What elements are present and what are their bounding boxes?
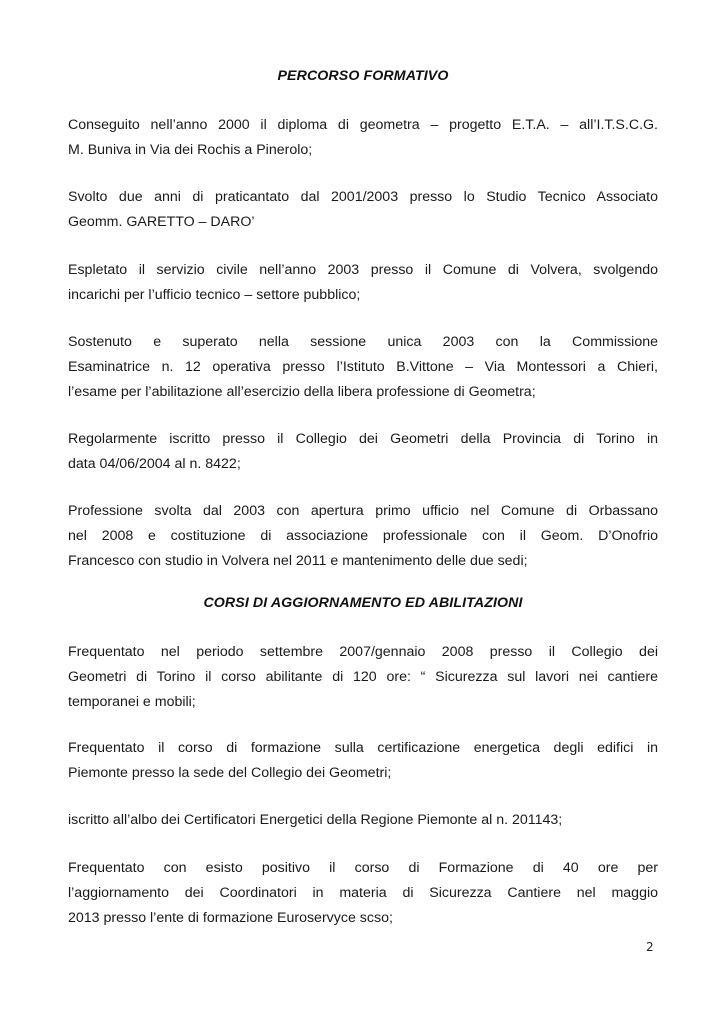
paragraph-line: Conseguito nell’anno 2000 il diploma di geometra – progetto E.T.A. – all’I.T.S.C.G. bbox=[68, 117, 658, 133]
section-heading-corsi-aggiornamento: CORSI DI AGGIORNAMENTO ED ABILITAZIONI bbox=[203, 595, 523, 611]
paragraph-line: temporanei e mobili; bbox=[68, 694, 196, 710]
page-number: 2 bbox=[646, 940, 654, 954]
paragraph-line: Svolto due anni di praticantato dal 2001/2003 presso lo Studio Tecnico Associato bbox=[68, 189, 658, 205]
paragraph-line: l’aggiornamento dei Coordinatori in materia di Sicurezza Cantiere nel maggio bbox=[68, 885, 658, 901]
paragraph-line: Frequentato con esisto positivo il corso di Formazione di 40 ore per bbox=[68, 860, 658, 876]
paragraph-professione bbox=[68, 499, 658, 574]
paragraph-line: Frequentato nel periodo settembre 2007/gennaio 2008 presso il Collegio dei bbox=[68, 644, 658, 660]
paragraph-line: data 04/06/2004 al n. 8422; bbox=[68, 456, 241, 472]
paragraph-line: nel 2008 e costituzione di associazione professionale con il Geom. D’Onofrio bbox=[68, 528, 658, 544]
paragraph-esame-abilitazione bbox=[68, 330, 658, 405]
paragraph-servizio-civile bbox=[68, 258, 658, 308]
paragraph-line: iscritto all’albo dei Certificatori Energetici della Regione Piemonte al n. 201143; bbox=[68, 812, 563, 828]
paragraph-line: l’esame per l’abilitazione all’esercizio della libera professione di Geometra; bbox=[68, 384, 536, 400]
paragraph-certificazione-energetica bbox=[68, 736, 658, 786]
paragraph-corso-sicurezza bbox=[68, 640, 658, 715]
paragraph-line: Geomm. GARETTO – DARO’ bbox=[68, 214, 255, 230]
paragraph-albo-certificatori bbox=[68, 808, 658, 833]
paragraph-diploma bbox=[68, 113, 658, 163]
paragraph-line: 2013 presso l’ente di formazione Euroservyce scso; bbox=[68, 910, 393, 926]
paragraph-line: incarichi per l’ufficio tecnico – settore pubblico; bbox=[68, 287, 361, 303]
section-heading-percorso-formativo: PERCORSO FORMATIVO bbox=[277, 68, 449, 84]
paragraph-aggiornamento-coordinatori bbox=[68, 856, 658, 931]
paragraph-line: Sostenuto e superato nella sessione unica 2003 con la Commissione bbox=[68, 334, 658, 350]
paragraph-line: M. Buniva in Via dei Rochis a Pinerolo; bbox=[68, 142, 313, 158]
paragraph-line: Francesco con studio in Volvera nel 2011 e mantenimento delle due sedi; bbox=[68, 553, 528, 569]
paragraph-line: Professione svolta dal 2003 con apertura primo ufficio nel Comune di Orbassano bbox=[68, 503, 658, 519]
paragraph-praticantato bbox=[68, 185, 658, 235]
paragraph-line: Piemonte presso la sede del Collegio dei Geometri; bbox=[68, 765, 392, 781]
paragraph-line: Espletato il servizio civile nell’anno 2003 presso il Comune di Volvera, svolgendo bbox=[68, 262, 658, 278]
paragraph-iscrizione-collegio bbox=[68, 427, 658, 477]
paragraph-line: Geometri di Torino il corso abilitante di 120 ore: “ Sicurezza sul lavori nei cantiere bbox=[68, 669, 658, 685]
paragraph-line: Frequentato il corso di formazione sulla certificazione energetica degli edifici in bbox=[68, 740, 658, 756]
paragraph-line: Regolarmente iscritto presso il Collegio dei Geometri della Provincia di Torino in bbox=[68, 431, 658, 447]
paragraph-line: Esaminatrice n. 12 operativa presso l’Istituto B.Vittone – Via Montessori a Chieri, bbox=[68, 359, 658, 375]
